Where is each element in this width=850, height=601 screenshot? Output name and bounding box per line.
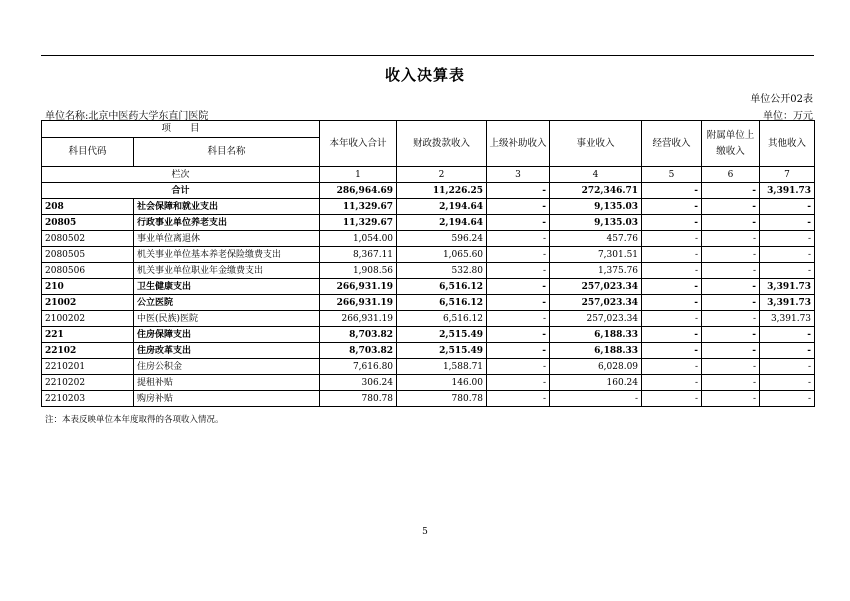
amount-cell: - xyxy=(760,343,815,359)
table-row xyxy=(42,263,815,279)
amount-cell: - xyxy=(760,359,815,375)
amount-cell: - xyxy=(702,263,760,279)
header-col-7: 其他收入 xyxy=(760,121,815,167)
top-rule xyxy=(41,55,814,56)
subject-code: 208 xyxy=(42,199,134,215)
header-col-6: 附属单位上缴收入 xyxy=(702,121,760,167)
lanci-cell: 1 xyxy=(320,167,397,183)
total-cell: 272,346.71 xyxy=(550,183,642,199)
amount-cell: - xyxy=(487,375,550,391)
amount-cell: - xyxy=(642,359,702,375)
amount-cell: - xyxy=(642,279,702,295)
lanci-cell: 3 xyxy=(487,167,550,183)
subject-name: 行政事业单位养老支出 xyxy=(134,215,320,231)
header-code: 科目代码 xyxy=(42,138,134,167)
lanci-cell: 6 xyxy=(702,167,760,183)
income-final-accounts-table xyxy=(41,120,815,407)
subject-code: 21002 xyxy=(42,295,134,311)
amount-cell: 3,391.73 xyxy=(760,311,815,327)
amount-cell: 532.80 xyxy=(397,263,487,279)
table-body xyxy=(42,121,815,407)
header-item: 项 目 xyxy=(42,121,320,138)
subject-code: 2210201 xyxy=(42,359,134,375)
subject-name: 住房公积金 xyxy=(134,359,320,375)
amount-cell: 3,391.73 xyxy=(760,295,815,311)
amount-cell: 7,301.51 xyxy=(550,247,642,263)
amount-cell: - xyxy=(550,391,642,407)
amount-cell: - xyxy=(487,295,550,311)
total-cell: - xyxy=(702,183,760,199)
amount-cell: 11,329.67 xyxy=(320,199,397,215)
total-cell: - xyxy=(487,183,550,199)
header-row-1 xyxy=(42,121,815,138)
amount-cell: 1,908.56 xyxy=(320,263,397,279)
table-row xyxy=(42,215,815,231)
header-col-1: 本年收入合计 xyxy=(320,121,397,167)
subject-code: 2080505 xyxy=(42,247,134,263)
amount-cell: - xyxy=(760,391,815,407)
amount-cell: - xyxy=(642,391,702,407)
amount-cell: - xyxy=(487,359,550,375)
amount-cell: 6,028.09 xyxy=(550,359,642,375)
lanci-row xyxy=(42,167,815,183)
total-cell: 11,226.25 xyxy=(397,183,487,199)
total-cell: 3,391.73 xyxy=(760,183,815,199)
header-col-5: 经营收入 xyxy=(642,121,702,167)
subject-code: 2210203 xyxy=(42,391,134,407)
amount-cell: 2,194.64 xyxy=(397,215,487,231)
amount-cell: - xyxy=(642,295,702,311)
amount-cell: 146.00 xyxy=(397,375,487,391)
total-cell: - xyxy=(642,183,702,199)
header-col-4: 事业收入 xyxy=(550,121,642,167)
amount-cell: - xyxy=(760,327,815,343)
amount-cell: - xyxy=(487,279,550,295)
amount-cell: - xyxy=(642,231,702,247)
amount-cell: 6,516.12 xyxy=(397,311,487,327)
amount-cell: 1,054.00 xyxy=(320,231,397,247)
amount-cell: - xyxy=(702,295,760,311)
amount-cell: 6,188.33 xyxy=(550,343,642,359)
amount-cell: 1,588.71 xyxy=(397,359,487,375)
total-cell: 286,964.69 xyxy=(320,183,397,199)
table-row xyxy=(42,343,815,359)
amount-cell: 6,516.12 xyxy=(397,279,487,295)
amount-cell: - xyxy=(702,311,760,327)
table-row xyxy=(42,375,815,391)
subject-code: 20805 xyxy=(42,215,134,231)
subject-name: 机关事业单位职业年金缴费支出 xyxy=(134,263,320,279)
amount-cell: - xyxy=(487,215,550,231)
lanci-cell: 2 xyxy=(397,167,487,183)
lanci-cell: 5 xyxy=(642,167,702,183)
subject-name: 提租补贴 xyxy=(134,375,320,391)
amount-cell: - xyxy=(760,199,815,215)
amount-cell: 457.76 xyxy=(550,231,642,247)
amount-cell: 1,065.60 xyxy=(397,247,487,263)
subject-name: 卫生健康支出 xyxy=(134,279,320,295)
amount-cell: - xyxy=(702,391,760,407)
form-number: 单位公开02表 xyxy=(750,94,813,105)
amount-cell: - xyxy=(642,311,702,327)
subject-name: 住房改革支出 xyxy=(134,343,320,359)
amount-cell: - xyxy=(487,231,550,247)
amount-cell: 1,375.76 xyxy=(550,263,642,279)
amount-cell: - xyxy=(642,327,702,343)
amount-cell: 6,188.33 xyxy=(550,327,642,343)
amount-cell: - xyxy=(702,279,760,295)
amount-cell: - xyxy=(760,215,815,231)
subject-code: 2100202 xyxy=(42,311,134,327)
table-row xyxy=(42,199,815,215)
table-row xyxy=(42,359,815,375)
amount-cell: - xyxy=(487,343,550,359)
amount-cell: - xyxy=(642,375,702,391)
subject-name: 购房补贴 xyxy=(134,391,320,407)
amount-cell: - xyxy=(642,247,702,263)
header-col-3: 上级补助收入 xyxy=(487,121,550,167)
amount-cell: 2,194.64 xyxy=(397,199,487,215)
amount-cell: 257,023.34 xyxy=(550,311,642,327)
amount-cell: 266,931.19 xyxy=(320,311,397,327)
amount-cell: 2,515.49 xyxy=(397,343,487,359)
amount-cell: - xyxy=(702,343,760,359)
amount-cell: - xyxy=(487,311,550,327)
lanci-cell: 4 xyxy=(550,167,642,183)
subject-name: 公立医院 xyxy=(134,295,320,311)
currency-unit: 单位：万元 xyxy=(763,111,813,122)
subject-name: 住房保障支出 xyxy=(134,327,320,343)
unit-name: 单位名称:北京中医药大学东直门医院 xyxy=(45,111,209,122)
amount-cell: - xyxy=(702,327,760,343)
table-row xyxy=(42,279,815,295)
amount-cell: - xyxy=(487,199,550,215)
amount-cell: - xyxy=(702,359,760,375)
amount-cell: - xyxy=(487,247,550,263)
page-number: 5 xyxy=(422,527,428,537)
amount-cell: 596.24 xyxy=(397,231,487,247)
header-name: 科目名称 xyxy=(134,138,320,167)
subject-name: 机关事业单位基本养老保险缴费支出 xyxy=(134,247,320,263)
amount-cell: 780.78 xyxy=(397,391,487,407)
amount-cell: 266,931.19 xyxy=(320,295,397,311)
amount-cell: 8,703.82 xyxy=(320,343,397,359)
amount-cell: 3,391.73 xyxy=(760,279,815,295)
total-row xyxy=(42,183,815,199)
total-label: 合计 xyxy=(42,183,320,199)
subject-code: 2080506 xyxy=(42,263,134,279)
amount-cell: 780.78 xyxy=(320,391,397,407)
subject-code: 2080502 xyxy=(42,231,134,247)
amount-cell: - xyxy=(760,375,815,391)
subject-code: 22102 xyxy=(42,343,134,359)
amount-cell: 257,023.34 xyxy=(550,279,642,295)
table-row xyxy=(42,295,815,311)
header-col-2: 财政拨款收入 xyxy=(397,121,487,167)
amount-cell: - xyxy=(642,343,702,359)
amount-cell: 6,516.12 xyxy=(397,295,487,311)
amount-cell: 306.24 xyxy=(320,375,397,391)
amount-cell: - xyxy=(702,231,760,247)
amount-cell: 9,135.03 xyxy=(550,199,642,215)
amount-cell: - xyxy=(487,391,550,407)
footnote: 注：本表反映单位本年度取得的各项收入情况。 xyxy=(45,415,224,425)
amount-cell: 257,023.34 xyxy=(550,295,642,311)
amount-cell: 160.24 xyxy=(550,375,642,391)
amount-cell: 8,367.11 xyxy=(320,247,397,263)
amount-cell: - xyxy=(702,199,760,215)
amount-cell: - xyxy=(702,247,760,263)
amount-cell: - xyxy=(642,199,702,215)
subject-name: 社会保障和就业支出 xyxy=(134,199,320,215)
table-row xyxy=(42,327,815,343)
page-title: 收入决算表 xyxy=(384,66,465,84)
amount-cell: - xyxy=(760,263,815,279)
subject-code: 2210202 xyxy=(42,375,134,391)
amount-cell: - xyxy=(760,247,815,263)
table-row xyxy=(42,247,815,263)
amount-cell: - xyxy=(642,263,702,279)
subject-name: 中医(民族)医院 xyxy=(134,311,320,327)
table-row xyxy=(42,391,815,407)
amount-cell: - xyxy=(487,327,550,343)
table-row xyxy=(42,311,815,327)
amount-cell: 11,329.67 xyxy=(320,215,397,231)
amount-cell: - xyxy=(487,263,550,279)
amount-cell: 2,515.49 xyxy=(397,327,487,343)
amount-cell: - xyxy=(642,215,702,231)
subject-code: 210 xyxy=(42,279,134,295)
lanci-label: 栏次 xyxy=(42,167,320,183)
amount-cell: - xyxy=(702,375,760,391)
amount-cell: 9,135.03 xyxy=(550,215,642,231)
amount-cell: 266,931.19 xyxy=(320,279,397,295)
subject-code: 221 xyxy=(42,327,134,343)
amount-cell: - xyxy=(760,231,815,247)
amount-cell: 8,703.82 xyxy=(320,327,397,343)
amount-cell: - xyxy=(702,215,760,231)
subject-name: 事业单位离退休 xyxy=(134,231,320,247)
amount-cell: 7,616.80 xyxy=(320,359,397,375)
table-row xyxy=(42,231,815,247)
lanci-cell: 7 xyxy=(760,167,815,183)
